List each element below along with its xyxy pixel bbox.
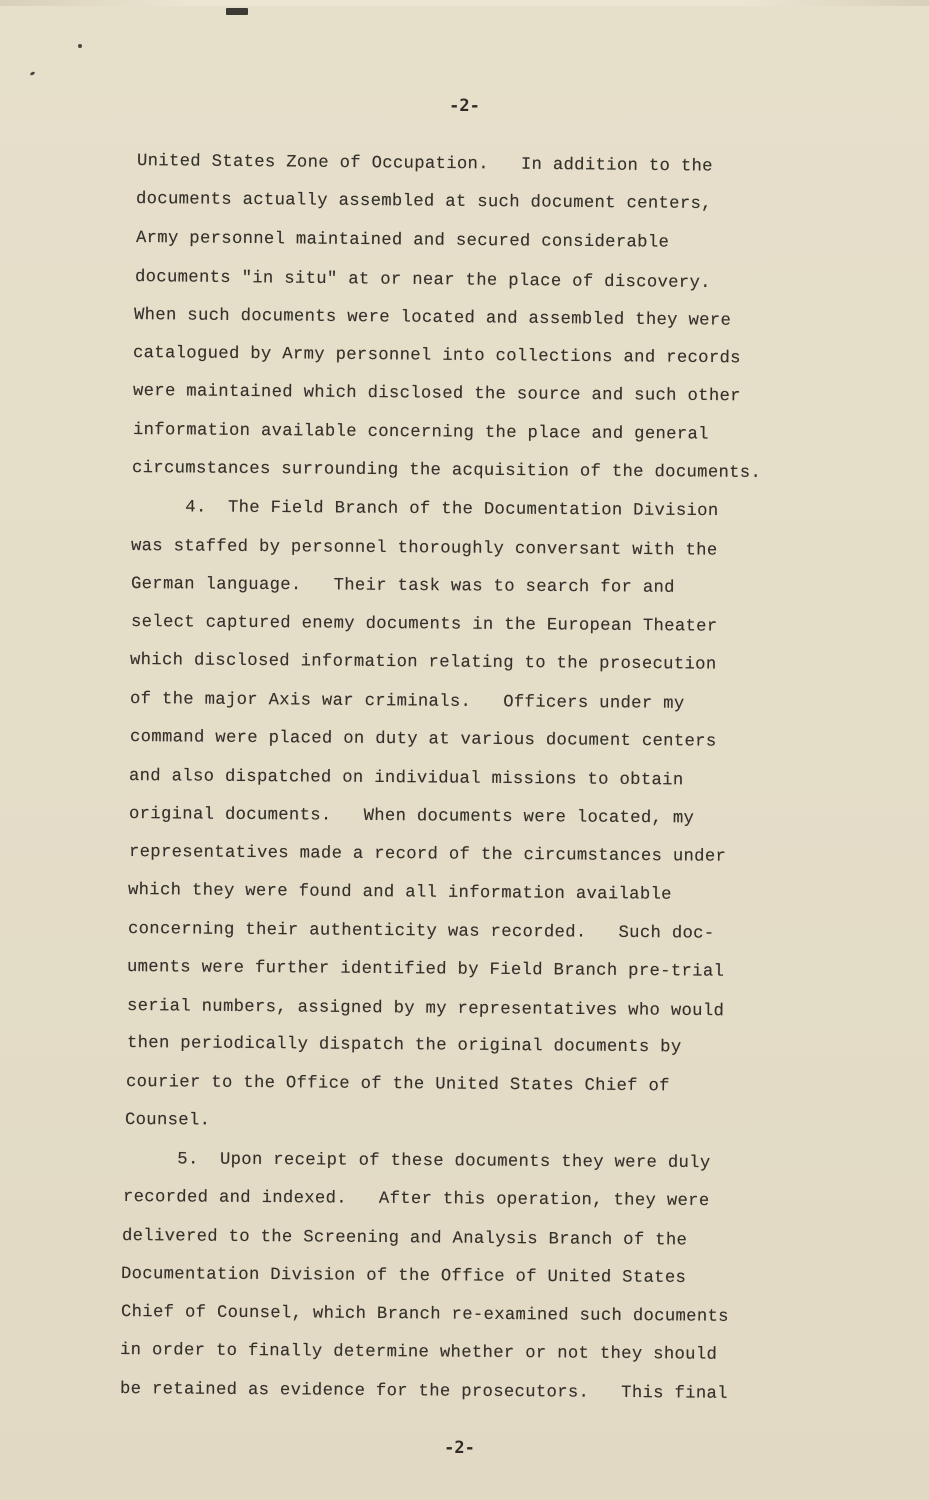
text-line: was staffed by personnel thoroughly conversant with the [130,537,718,561]
text-line: which disclosed information relating to the prosecution [129,651,717,675]
page-top-edge [0,0,929,6]
text-line: which they were found and all information available [127,881,672,905]
text-line: information available concerning the place and general [132,421,709,445]
text-line: Counsel. [124,1111,211,1131]
binder-mark [226,8,248,15]
text-line: command were placed on duty at various document centers [129,728,717,752]
ink-speck [30,71,36,76]
text-line: Army personnel maintained and secured considerable [135,229,670,253]
text-line: 5. Upon receipt of these documents they were duly [123,1150,711,1174]
text-line: uments were further identified by Field Branch pre-trial [126,958,725,982]
text-line: Documentation Division of the Office of United States [120,1265,687,1288]
text-line: circumstances surrounding the acquisition of the documents. [131,459,762,483]
text-line: Chief of Counsel, which Branch re-examined such documents [120,1303,729,1327]
text-line: select captured enemy documents in the European Theater [130,613,718,637]
text-line: be retained as evidence for the prosecutors. This final [119,1380,728,1404]
text-line: representatives made a record of the circumstances under [128,843,727,867]
text-line: 4. The Field Branch of the Documentation Division [131,498,719,522]
text-line: documents actually assembled at such document centers, [135,190,712,215]
text-line: original documents. When documents were located, my [128,805,695,829]
text-line: of the major Axis war criminals. Officers under my [129,690,685,714]
text-line: delivered to the Screening and Analysis Branch of the [121,1227,688,1251]
text-line: and also dispatched on individual missions to obtain [128,767,684,791]
text-line: documents "in situ" at or near the place of discovery. [134,268,711,294]
text-line: in order to finally determine whether or not they should [119,1341,718,1365]
text-line: concerning their authenticity was recorded. Such doc- [127,920,715,944]
text-line: were maintained which disclosed the source and such other [132,382,741,407]
text-line: recorded and indexed. After this operation, they were [122,1188,710,1212]
text-line: United States Zone of Occupation. In addition to the [136,152,713,177]
text-line: catalogued by Army personnel into collections and records [132,344,741,369]
text-line: German language. Their task was to search for and [130,575,675,598]
ink-speck [78,44,82,48]
text-line: serial numbers, assigned by my representatives who would [126,997,725,1022]
text-line: courier to the Office of the United States Chief of [125,1073,670,1097]
page-number-bottom: -2- [444,1438,475,1458]
text-line: When such documents were located and assembled they were [133,306,732,331]
page-number-top: -2- [449,96,480,116]
text-line: then periodically dispatch the original documents by [126,1034,682,1058]
